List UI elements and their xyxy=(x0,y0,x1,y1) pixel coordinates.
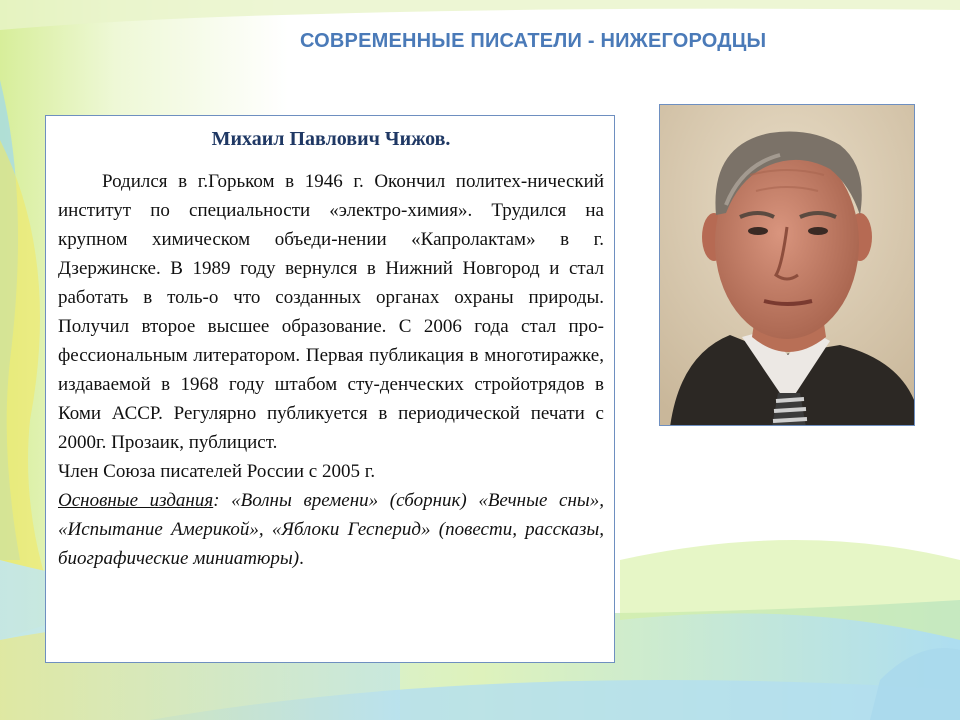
biography-text xyxy=(58,167,604,573)
writer-name: Михаил Павлович Чижов. xyxy=(211,128,451,150)
membership-line: Член Союза писателей России с 2005 г. xyxy=(58,461,376,482)
main-works-end: . xyxy=(299,548,304,569)
portrait-photo xyxy=(659,104,915,426)
biography-box xyxy=(45,115,615,663)
biography-paragraph xyxy=(58,167,604,457)
main-works xyxy=(58,486,604,573)
main-works-label: Основные издания xyxy=(58,490,214,511)
main-works-text: : «Волны времени» (сборник) «Вечные сны», «Испытание Америкой», «Яблоки Гесперид» (повести, рассказы, биографические миниатюры) xyxy=(58,490,604,569)
biography-paragraph-text: Родился в г.Горьком в 1946 г. Окончил политех-нический институт по специальности «электро-химия». Трудился на крупном химическом объеди-нении «Капролактам» в г. Дзержинске. В 1989 году вернулся в Нижний Новгород и стал работать в толь-о что созданных органах охраны природы. Получил второе высшее образование. С 2006 года стал про-фессиональным литератором. Первая публикация в многотиражке, издаваемой в 1968 году штабом сту-денческих стройотрядов в Коми АССР. Регулярно публикуется в периодической печати с 2000г. Прозаик, публицист. xyxy=(58,171,604,453)
portrait-icon xyxy=(660,105,915,426)
slide-title: СОВРЕМЕННЫЕ ПИСАТЕЛИ - НИЖЕГОРОДЦЫ xyxy=(300,30,767,52)
